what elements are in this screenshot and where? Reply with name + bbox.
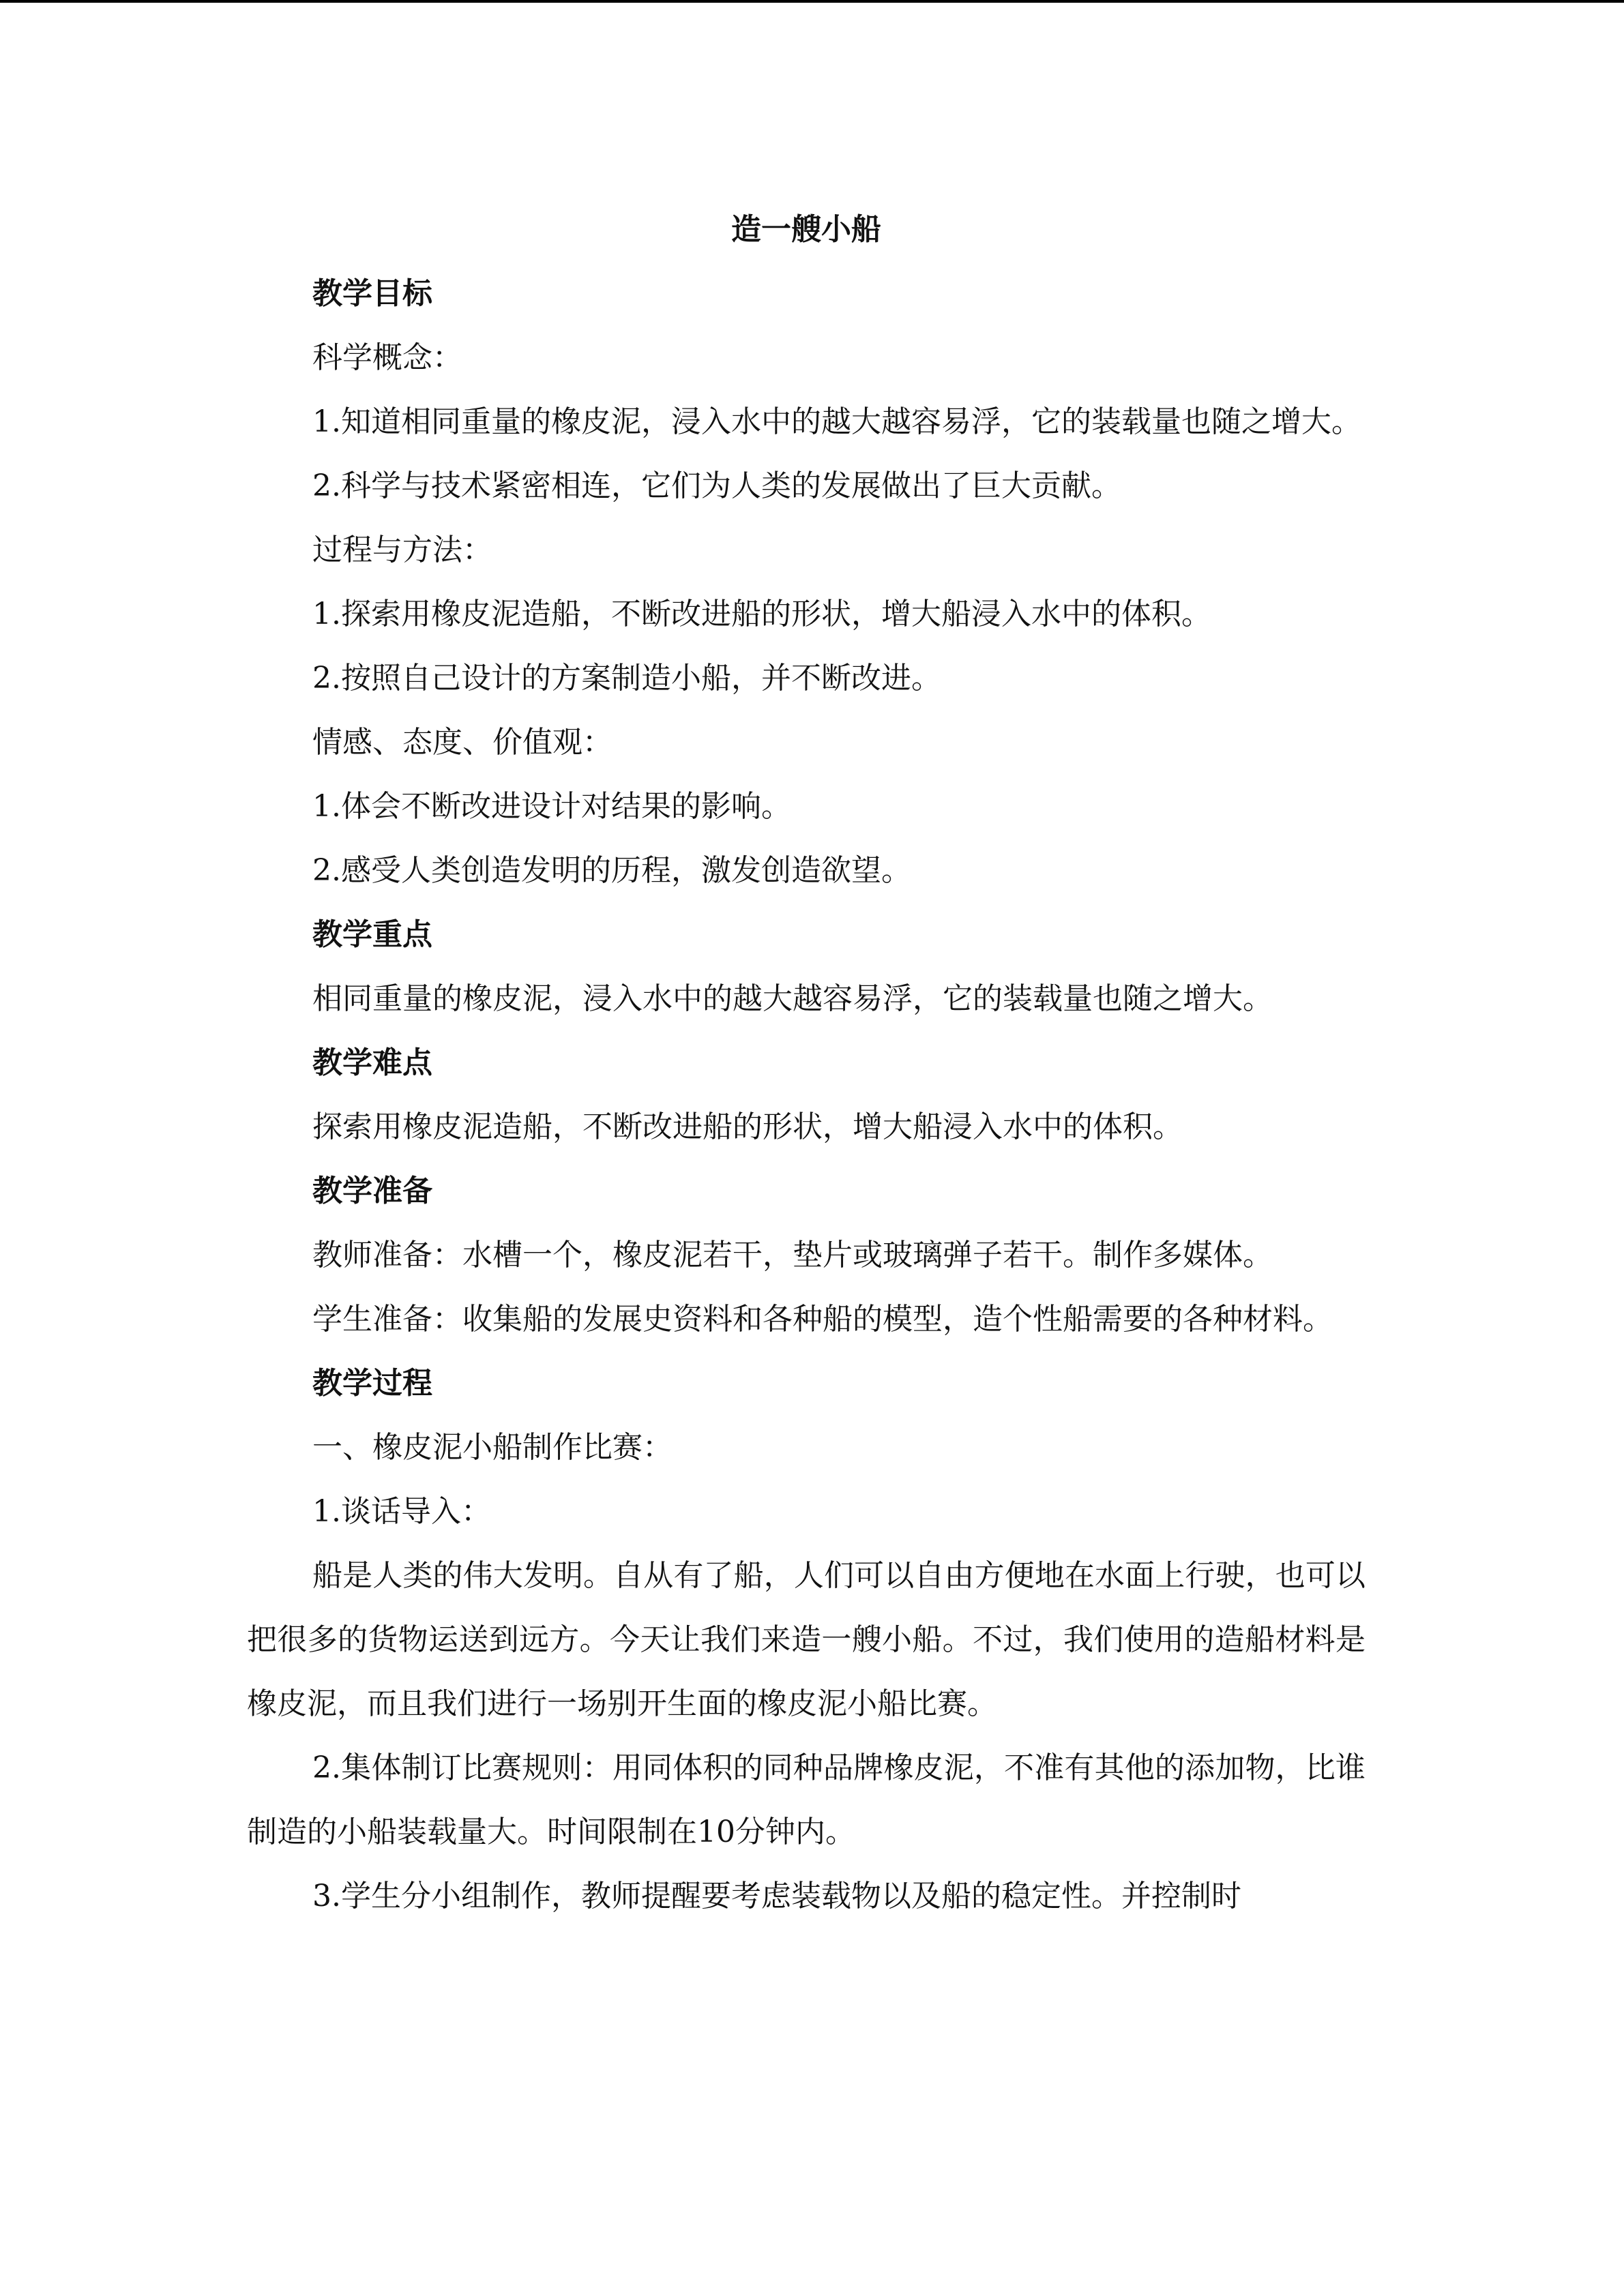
paragraph: 1.探索用橡皮泥造船，不断改进船的形状，增大船浸入水中的体积。 [312,597,1211,631]
paragraph: 教师准备：水槽一个，橡皮泥若干，垫片或玻璃弹子若干。制作多媒体。 [312,1238,1273,1272]
paragraph: 2.感受人类创造发明的历程，激发创造欲望。 [312,853,911,888]
paragraph: 2.集体制订比赛规则：用同体积的同种品牌橡皮泥，不准有其他的添加物，比谁制造的小船装载量大。时间限制在10分钟内。 [247,1750,1365,1849]
paragraph: 学生准备：收集船的发展史资料和各种船的模型，造个性船需要的各种材料。 [312,1302,1333,1337]
subheading-process-methods: 过程与方法： [312,533,492,567]
section-heading-difficulties: 教学难点 [312,1045,432,1080]
paragraph: 相同重量的橡皮泥，浸入水中的越大越容易浮，它的装载量也随之增大。 [312,981,1273,1016]
paragraph: 探索用橡皮泥造船，不断改进船的形状，增大船浸入水中的体积。 [312,1109,1183,1144]
paragraph: 2.科学与技术紧密相连，它们为人类的发展做出了巨大贡献。 [312,468,1121,503]
top-border-line [0,0,1624,3]
paragraph: 1.知道相同重量的橡皮泥，浸入水中的越大越容易浮，它的装载量也随之增大。 [312,404,1361,439]
subheading-competition: 一、橡皮泥小船制作比赛： [312,1430,673,1465]
section-heading-objectives: 教学目标 [312,276,432,311]
paragraph: 3.学生分小组制作，教师提醒要考虑装载物以及船的稳定性。并控制时 [312,1879,1241,1913]
paragraph: 1.谈话导入： [312,1494,491,1529]
document-page [247,198,1365,1928]
paragraph: 船是人类的伟大发明。自从有了船，人们可以自由方便地在水面上行驶，也可以把很多的货物运送到远方。今天让我们来造一艘小船。不过，我们使用的造船材料是橡皮泥，而且我们进行一场别开生面的橡皮泥小船比赛。 [247,1558,1365,1721]
paragraph: 2.按照自己设计的方案制造小船，并不断改进。 [312,661,941,696]
document-title: 造一艘小船 [731,212,881,247]
subheading-attitudes-values: 情感、态度、价值观： [312,725,612,760]
section-heading-key-points: 教学重点 [312,917,432,952]
section-heading-preparation: 教学准备 [312,1174,432,1208]
section-heading-process: 教学过程 [312,1366,432,1401]
paragraph: 1.体会不断改进设计对结果的影响。 [312,789,791,824]
subheading-science-concepts: 科学概念： [312,340,462,375]
